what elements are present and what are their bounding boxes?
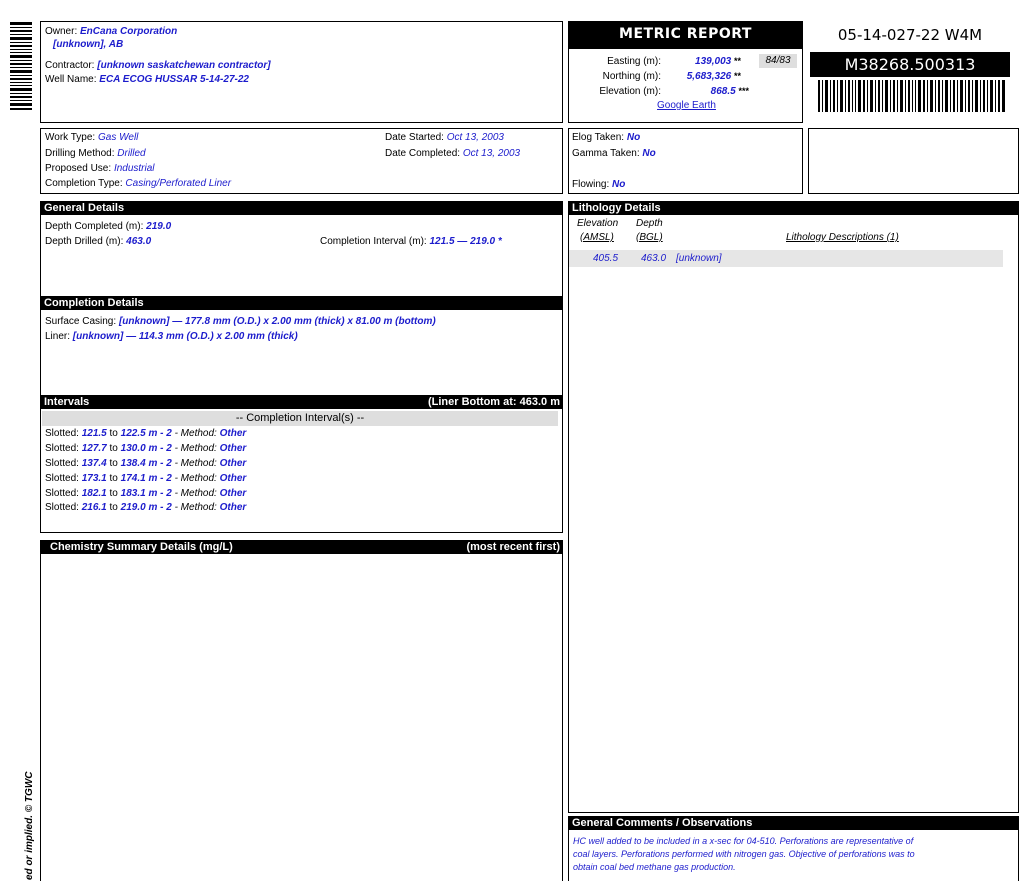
surface-casing-value: [unknown] — 177.8 mm (O.D.) x 2.00 mm (thick) x 81.00 m (bottom) <box>118 316 436 327</box>
easting-label: Easting (m): <box>607 56 661 67</box>
lithology-title: Lithology Details <box>572 202 661 214</box>
interval-row: Slotted: 121.5 to 122.5 m - 2 - Method: Other <box>45 428 247 439</box>
col-elevation: Elevation <box>577 218 619 229</box>
date-completed-label: Date Completed: <box>385 148 461 159</box>
report-title: METRIC REPORT <box>568 21 803 48</box>
lithology-depth: 463.0 <box>641 253 667 264</box>
gamma-value: No <box>642 148 656 159</box>
comments-text <box>573 835 915 874</box>
completion-interval-value: 121.5 — 219.0 * <box>429 236 502 247</box>
surface-casing-label: Surface Casing: <box>45 316 117 327</box>
elevation-value: 868.5 <box>710 86 736 97</box>
lithology-row <box>569 250 1003 267</box>
empty-info-box <box>808 128 1019 194</box>
completion-intervals-subheader: -- Completion Interval(s) -- <box>42 411 558 426</box>
date-completed-value: Oct 13, 2003 <box>462 148 521 159</box>
vertical-barcode <box>10 22 32 110</box>
chemistry-title: Chemistry Summary Details (mg/L) <box>50 541 233 553</box>
comments-header <box>568 816 1019 830</box>
intervals-title: Intervals <box>44 396 90 408</box>
col-depth-unit: (BGL) <box>636 232 663 243</box>
chemistry-note: (most recent first) <box>466 541 560 553</box>
col-elevation-unit: (AMSL) <box>580 232 614 243</box>
well-code: M38268.500313 <box>810 52 1010 77</box>
date-started-value: Oct 13, 2003 <box>446 132 504 143</box>
comment-line: HC well added to be included in a x-sec for 04-510. Perforations are representative of <box>573 836 914 846</box>
proposed-use-label: Proposed Use: <box>45 163 112 174</box>
flowing-value: No <box>612 179 626 190</box>
depth-completed-label: Depth Completed (m): <box>45 221 144 232</box>
gamma-label: Gamma Taken: <box>572 148 640 159</box>
interval-row: Slotted: 127.7 to 130.0 m - 2 - Method: Other <box>45 443 247 454</box>
owner-value: EnCana Corporation <box>80 26 178 37</box>
interval-row: Slotted: 173.1 to 174.1 m - 2 - Method: Other <box>45 473 247 484</box>
owner-box <box>40 21 563 123</box>
work-type-value: Gas Well <box>98 132 139 143</box>
owner-label: Owner: <box>45 26 78 37</box>
northing-label: Northing (m): <box>602 71 661 82</box>
owner-location: [unknown], AB <box>53 39 124 50</box>
drilling-method-label: Drilling Method: <box>45 148 115 159</box>
well-name-value: ECA ECOG HUSSAR 5-14-27-22 <box>99 74 249 85</box>
general-details-header <box>40 201 563 215</box>
date-started-label: Date Started: <box>385 132 444 143</box>
northing-mark: ** <box>733 71 741 81</box>
work-type-label: Work Type: <box>45 132 96 143</box>
elog-label: Elog Taken: <box>572 132 625 143</box>
interval-row: Slotted: 182.1 to 183.1 m - 2 - Method: Other <box>45 488 247 499</box>
contractor-value: [unknown saskatchewan contractor] <box>97 60 271 71</box>
interval-row: Slotted: 137.4 to 138.4 m - 2 - Method: Other <box>45 458 247 469</box>
general-details-title: General Details <box>44 202 125 214</box>
elevation-label: Elevation (m): <box>599 86 661 97</box>
elevation-mark: *** <box>738 86 749 96</box>
horizontal-barcode <box>818 80 1006 112</box>
google-earth-link[interactable]: Google Earth <box>657 100 716 111</box>
liner-bottom: (Liner Bottom at: 463.0 m <box>427 396 560 408</box>
completion-type-value: Casing/Perforated Liner <box>125 178 232 189</box>
depth-drilled-value: 463.0 <box>126 236 152 247</box>
completion-details-header <box>40 296 563 310</box>
comments-title: General Comments / Observations <box>572 817 753 829</box>
work-details-box <box>40 128 563 194</box>
side-disclaimer: ed or implied. © TGWC <box>24 771 35 880</box>
northing-value: 5,683,326 <box>686 71 732 82</box>
lithology-header <box>568 201 1019 215</box>
easting-mark: ** <box>733 56 741 66</box>
drilling-method-value: Drilled <box>117 148 146 159</box>
col-depth: Depth <box>636 218 663 229</box>
liner-value: [unknown] — 114.3 mm (O.D.) x 2.00 mm (thick) <box>72 331 298 342</box>
coordinates-box <box>568 48 803 123</box>
chemistry-header <box>40 540 563 554</box>
general-details-box <box>40 201 563 297</box>
comment-line: coal layers. Perforations performed with nitrogen gas. Objective of perforations was to <box>573 849 915 859</box>
location-id: 05-14-027-22 W4M <box>837 26 983 44</box>
depth-completed-value: 219.0 <box>146 221 172 232</box>
chemistry-box <box>40 540 563 881</box>
easting-value: 139,003 <box>695 56 732 67</box>
col-lithology-desc: Lithology Descriptions (1) <box>786 232 899 243</box>
completion-interval-label: Completion Interval (m): <box>320 236 427 247</box>
intervals-header <box>40 395 563 409</box>
lithology-desc: [unknown] <box>676 253 722 264</box>
completion-type-label: Completion Type: <box>45 178 123 189</box>
datum-badge: 84/83 <box>759 54 797 68</box>
elog-value: No <box>626 132 641 143</box>
depth-drilled-label: Depth Drilled (m): <box>45 236 124 247</box>
liner-label: Liner: <box>45 331 71 342</box>
comment-line: obtain coal bed methane gas production. <box>573 862 736 872</box>
logs-box <box>568 128 803 194</box>
completion-details-title: Completion Details <box>44 297 144 309</box>
interval-row: Slotted: 216.1 to 219.0 m - 2 - Method: Other <box>45 502 247 513</box>
completion-details-box <box>40 296 563 396</box>
lithology-box <box>568 201 1019 813</box>
contractor-label: Contractor: <box>45 60 95 71</box>
lithology-elevation: 405.5 <box>593 253 619 264</box>
well-name-label: Well Name: <box>45 74 97 85</box>
flowing-label: Flowing: <box>572 179 610 190</box>
proposed-use-value: Industrial <box>113 163 155 174</box>
